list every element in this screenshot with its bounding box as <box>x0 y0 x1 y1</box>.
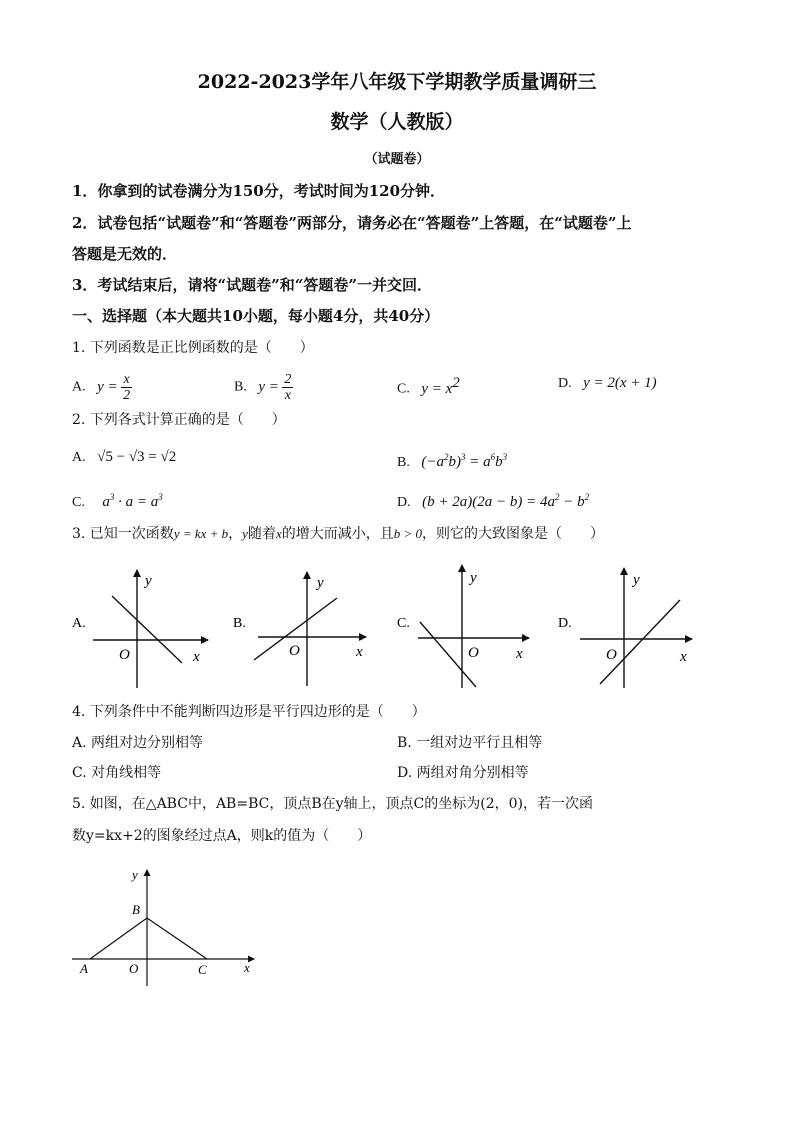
instruction-3: 3．考试结束后，请将“试题卷”和“答题卷”一并交回． <box>72 276 432 294</box>
var-y: y <box>242 526 248 541</box>
option-label: D. <box>397 495 411 510</box>
stem-text: 随着 <box>247 526 276 542</box>
q5-stem-line2: 数y=kx+2的图象经过点A，则k的值为（ ） <box>72 828 372 844</box>
stem-text: 3. 已知一次函数 <box>72 526 174 542</box>
q1-a-lhs: y = <box>97 378 118 395</box>
graph-a-label: A. <box>72 616 86 631</box>
origin-label: O <box>289 643 300 659</box>
graph-c-label: C. <box>397 616 410 631</box>
option-label: D. <box>558 376 572 391</box>
q4-option-b: B. 一组对边平行且相等 <box>397 735 543 751</box>
function-expr: y = kx + b <box>173 526 229 541</box>
y-axis-label: y <box>317 575 324 591</box>
graph-d <box>558 568 692 688</box>
x-axis-label: x <box>244 960 250 975</box>
q2-option-c <box>72 487 163 513</box>
q1-option-c <box>397 373 460 400</box>
expr-part: = a <box>465 454 491 470</box>
q1-option-b <box>234 372 293 403</box>
point-b-label: B <box>132 902 140 917</box>
point-a-label: A <box>80 961 88 976</box>
expr-part: b <box>495 454 503 470</box>
exponent: 2 <box>452 375 460 391</box>
denominator: 2 <box>123 388 131 403</box>
x-axis-label: x <box>193 649 200 665</box>
expr-part: a <box>102 494 110 510</box>
q2-c-expr <box>102 494 162 510</box>
expr-part: (−a <box>421 454 444 470</box>
exam-title: 2022-2023学年八年级下学期教学质量调研三 <box>197 71 597 93</box>
exam-subject: 数学（人教版） <box>330 111 464 133</box>
segment-bc <box>147 918 207 959</box>
x-axis-label: x <box>680 649 687 665</box>
graph-d-label: D. <box>558 616 572 631</box>
exponent: 3 <box>460 452 466 462</box>
graph-b <box>233 572 366 686</box>
q2-option-a <box>72 447 176 468</box>
origin-label: O <box>468 645 479 661</box>
q3-graphs <box>0 560 794 700</box>
origin-label: O <box>119 647 130 663</box>
numerator: 2 <box>284 372 292 387</box>
q1-c-expr: y = x <box>421 380 453 397</box>
instruction-2: 2．试卷包括“试题卷”和“答题卷”两部分，请务必在“答题卷”上答题，在“试题卷”上 <box>72 214 632 232</box>
q2-a-expr: √5 − √3 = √2 <box>97 449 177 465</box>
q1-a-fraction <box>121 372 132 403</box>
q5-stem-line1: 5. 如图，在△ABC中，AB=BC，顶点B在y轴上，顶点C的坐标为(2，0)，若一次函 <box>72 796 593 812</box>
q5-figure <box>66 862 266 992</box>
graph-b-label: B. <box>233 616 246 631</box>
instruction-2-cont: 答题是无效的． <box>72 245 178 263</box>
option-label: C. <box>397 381 410 397</box>
condition-expr: b > 0 <box>393 526 423 541</box>
expr-part: (b + 2a)(2a − b) = 4a <box>422 494 555 510</box>
x-axis-label: x <box>516 646 523 662</box>
y-axis-label: y <box>633 572 640 588</box>
paper-type: （试题卷） <box>364 152 430 167</box>
stem-text: ，则它的大致图象是（ ） <box>422 526 605 542</box>
q1-option-a <box>72 372 132 403</box>
q1-d-expr: y = 2(x + 1) <box>583 375 657 391</box>
expr-part: · a = a <box>114 494 159 510</box>
y-axis-label: y <box>470 570 477 586</box>
origin-label: O <box>129 961 139 976</box>
option-label: B. <box>397 455 410 470</box>
exponent: 2 <box>584 492 590 502</box>
option-label: C. <box>72 495 85 510</box>
expr-part: b) <box>448 454 461 470</box>
numerator: x <box>121 372 132 388</box>
y-axis-label: y <box>145 573 152 589</box>
var-x: x <box>275 526 282 541</box>
exponent: 2 <box>554 492 560 502</box>
q4-option-a: A. 两组对边分别相等 <box>72 735 204 751</box>
graph-c <box>397 565 529 688</box>
point-c-label: C <box>198 962 207 977</box>
y-axis-label: y <box>132 867 138 882</box>
denominator: x <box>284 388 291 403</box>
q2-option-d <box>397 487 589 513</box>
x-axis-label: x <box>356 644 363 660</box>
expr-part: − b <box>559 494 585 510</box>
instruction-1: 1．你拿到的试卷满分为150分，考试时间为120分钟． <box>72 182 446 200</box>
q2-d-expr <box>422 494 589 510</box>
q4-stem: 4. 下列条件中不能判断四边形是平行四边形的是（ ） <box>72 704 426 720</box>
exponent: 3 <box>109 492 115 502</box>
option-label: A. <box>72 379 86 395</box>
stem-text: ， <box>228 526 243 542</box>
segment-ab <box>90 918 147 959</box>
option-label: B. <box>234 379 247 395</box>
function-line <box>600 600 680 684</box>
q2-stem: 2. 下列各式计算正确的是（ ） <box>72 412 286 428</box>
graph-a <box>72 570 208 688</box>
exponent: 2 <box>443 452 449 462</box>
q4-option-c: C. 对角线相等 <box>72 765 162 781</box>
q3-stem <box>72 524 604 544</box>
q1-b-lhs: y = <box>258 378 279 395</box>
exponent: 6 <box>490 452 496 462</box>
origin-label: O <box>606 647 617 663</box>
exponent: 3 <box>158 492 163 502</box>
section-heading: 一、选择题（本大题共10小题，每小题4分，共40分） <box>72 307 440 325</box>
option-label: A. <box>72 450 86 465</box>
q1-b-fraction <box>282 372 293 403</box>
q2-option-b <box>397 447 507 473</box>
exponent: 3 <box>502 452 508 462</box>
stem-text: 的增大而减小，且 <box>281 526 394 542</box>
q1-option-d <box>558 373 657 394</box>
q2-b-expr <box>421 454 507 470</box>
q4-option-d: D. 两组对角分别相等 <box>397 765 529 781</box>
q1-stem: 1. 下列函数是正比例函数的是（ ） <box>72 340 314 356</box>
